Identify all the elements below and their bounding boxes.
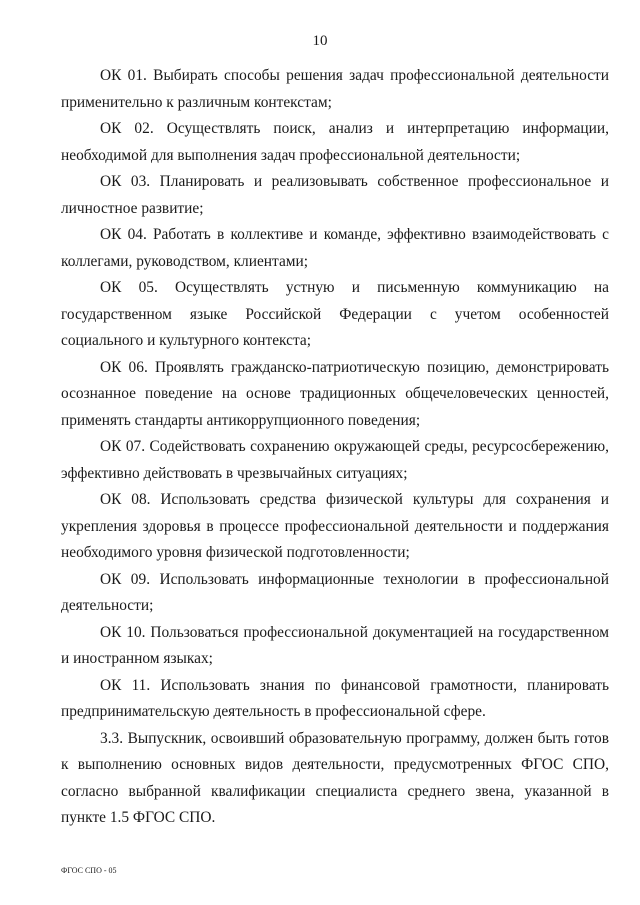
paragraph-ok-07: ОК 07. Содействовать сохранению окружающей среды, ресурсосбережению, эффективно действовать в чрезвычайных ситуациях; [61, 438, 609, 482]
paragraph-3-3: 3.3. Выпускник, освоивший образовательную программу, должен быть готов к выполнению основных видов деятельности, предусмотренных ФГОС СПО, согласно выбранной квалификации специалиста среднего звена, указанной в пункте 1.5 ФГОС СПО. [61, 729, 609, 826]
paragraph-ok-05: ОК 05. Осуществлять устную и письменную коммуникацию на государственном языке Российской Федерации с учетом особенностей социального и культурного контекста; [61, 279, 609, 349]
paragraph-ok-01: ОК 01. Выбирать способы решения задач профессиональной деятельности применительно к различным контекстам; [61, 67, 609, 111]
footer-code: ФГОС СПО - 05 [61, 866, 117, 875]
paragraph-ok-06: ОК 06. Проявлять гражданско-патриотическую позицию, демонстрировать осознанное поведение на основе традиционных общечеловеческих ценностей, применять стандарты антикоррупционного поведения; [61, 358, 609, 429]
paragraph-ok-11: ОК 11. Использовать знания по финансовой грамотности, планировать предпринимательскую деятельность в профессиональной сфере. [61, 676, 609, 720]
paragraph-ok-03: ОК 03. Планировать и реализовывать собственное профессиональное и личностное развитие; [61, 173, 609, 217]
paragraph-ok-10: ОК 10. Пользоваться профессиональной документацией на государственном и иностранном языках; [61, 623, 609, 667]
paragraph-ok-09: ОК 09. Использовать информационные технологии в профессиональной деятельности; [61, 570, 609, 614]
page-number: 10 [312, 33, 328, 49]
paragraph-ok-04: ОК 04. Работать в коллективе и команде, эффективно взаимодействовать с коллегами, руководством, клиентами; [61, 226, 609, 270]
paragraph-ok-02: ОК 02. Осуществлять поиск, анализ и интерпретацию информации, необходимой для выполнения задач профессиональной деятельности; [61, 120, 609, 164]
document-body [61, 63, 609, 832]
paragraph-ok-08: ОК 08. Использовать средства физической культуры для сохранения и укрепления здоровья в процессе профессиональной деятельности и поддержания необходимого уровня физической подготовленности; [61, 491, 609, 561]
